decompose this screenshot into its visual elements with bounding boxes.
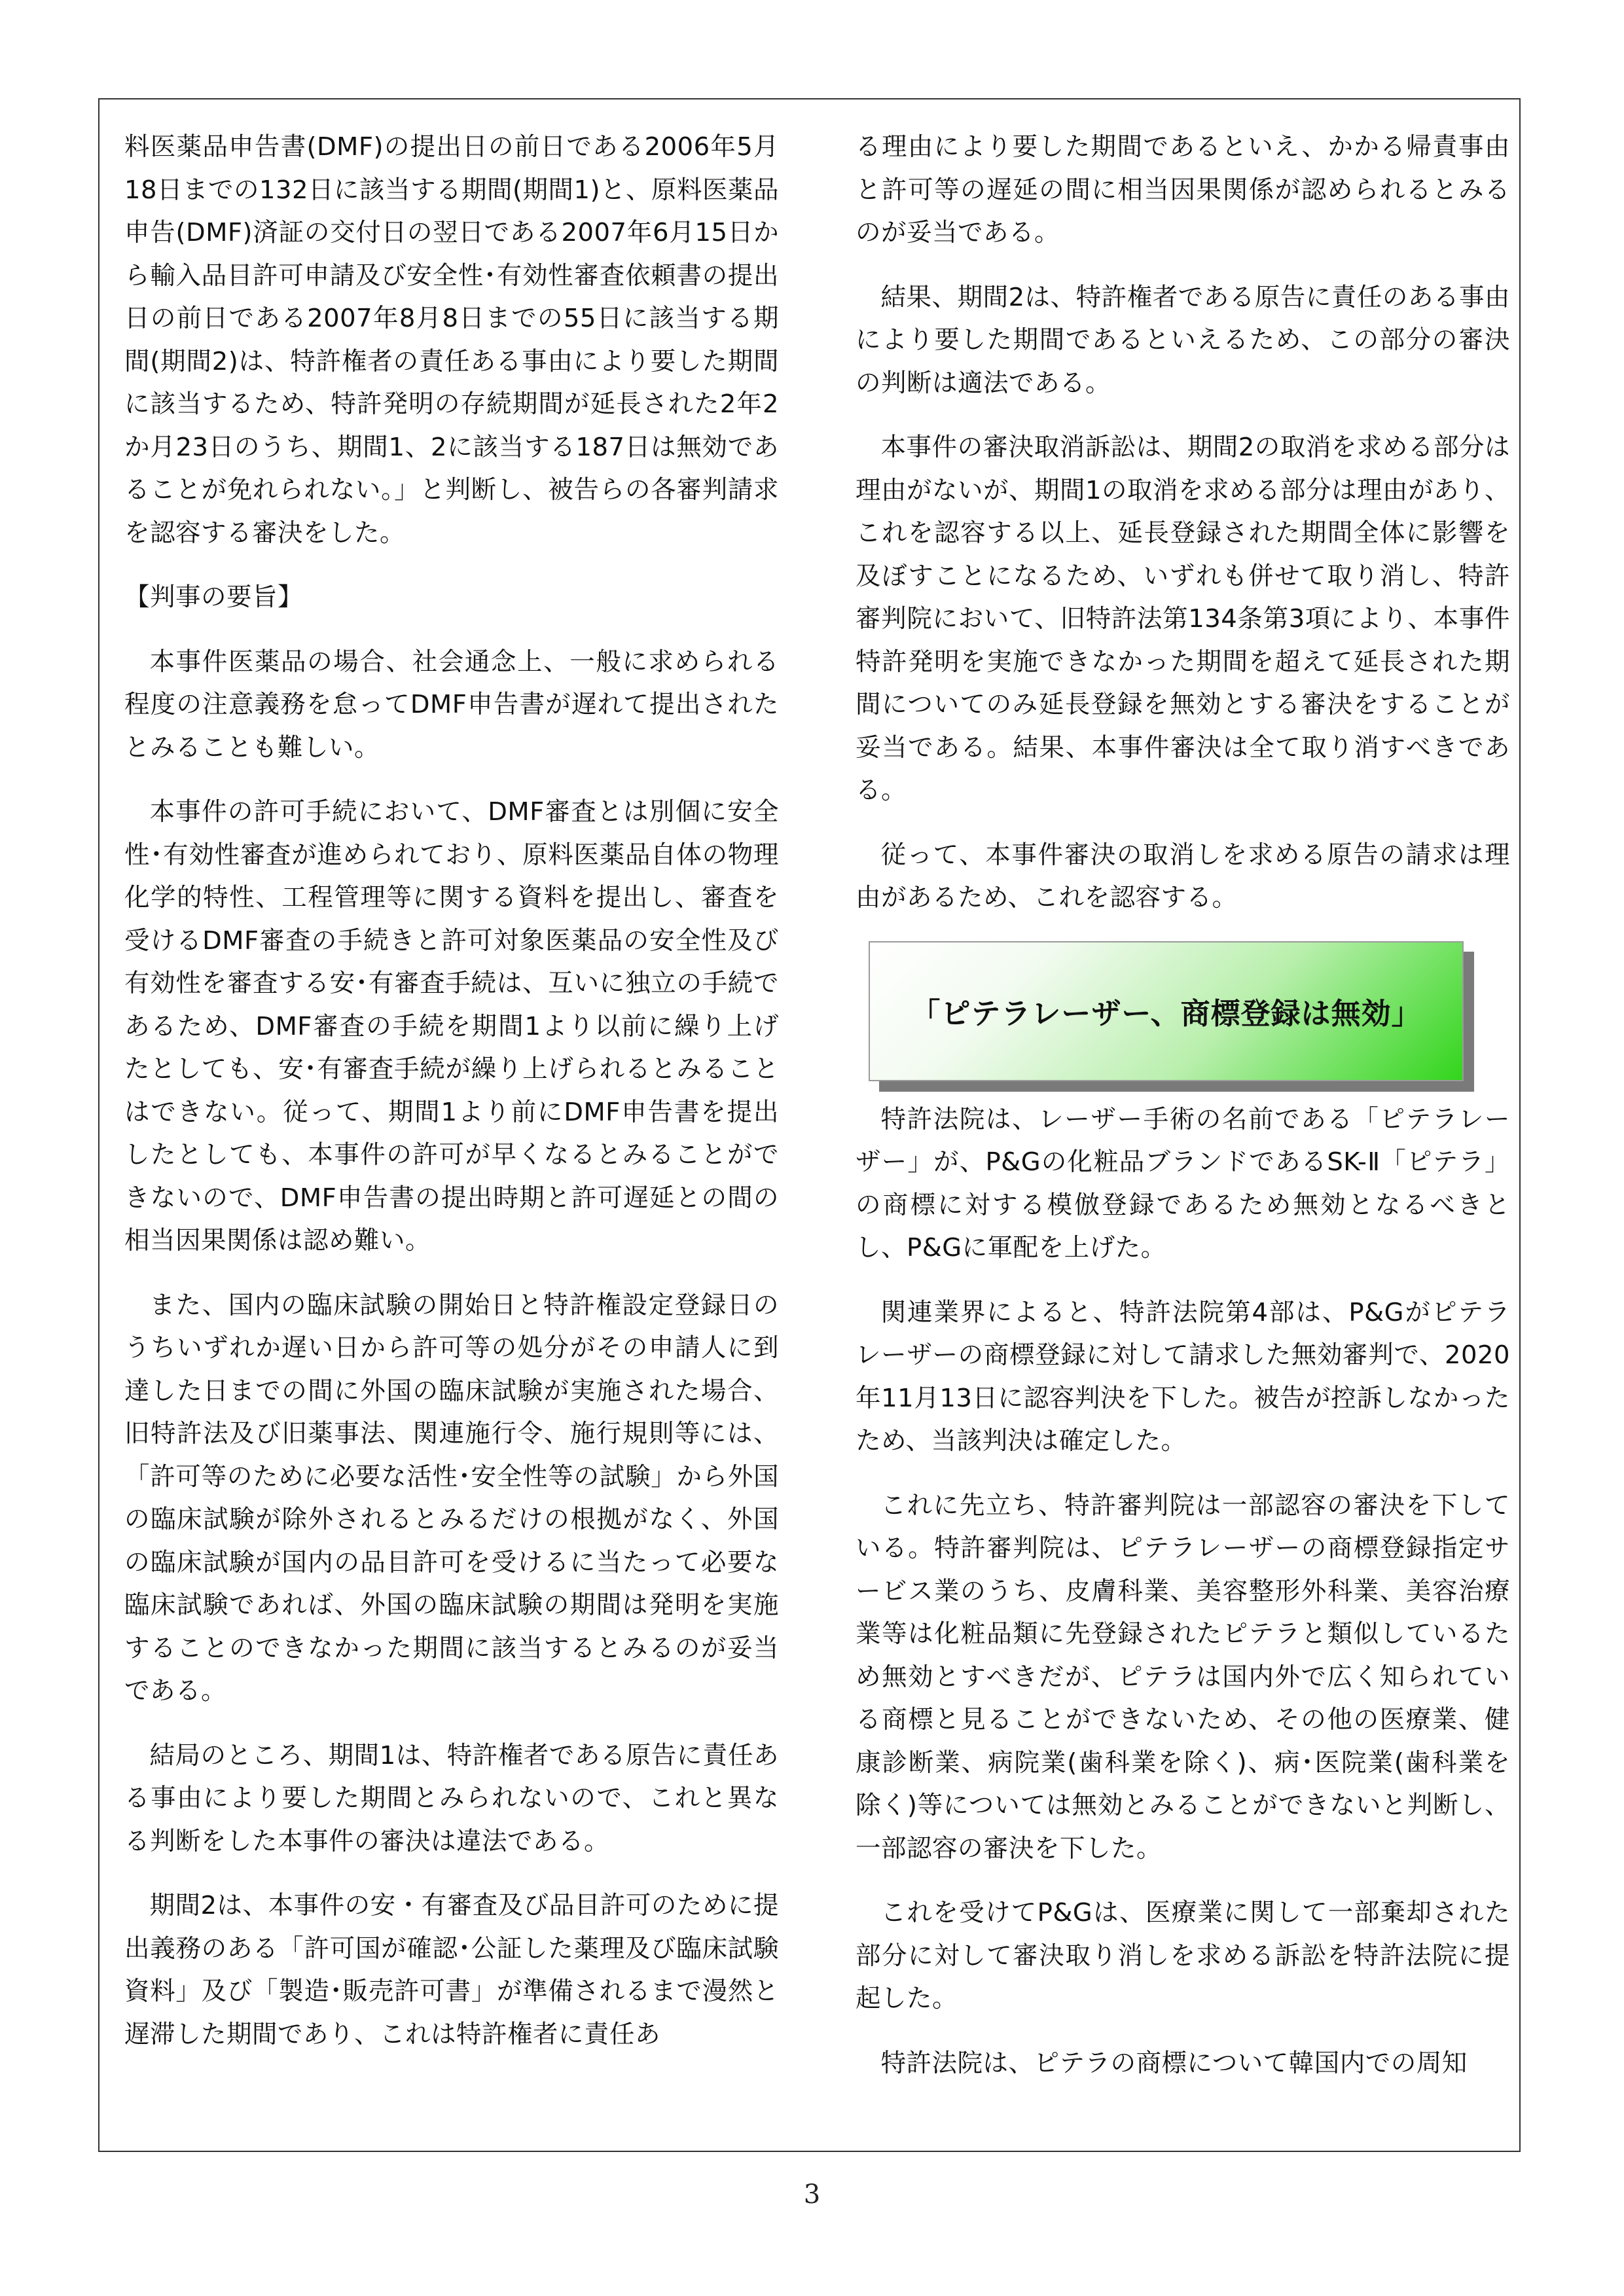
banner-title: 「ピテラレーザー、商標登録は無効」: [911, 996, 1422, 1031]
paragraph: 期間2は、本事件の安・有審査及び品目許可のために提出義務のある「許可国が確認･公証した薬理及び臨床試験資料」及び「製造･販売許可書」が準備されるまで漫然と遅滞した期間であり、これは特許権者に責任あ: [124, 1891, 779, 2049]
paragraph: 結果、期間2は、特許権者である原告に責任のある事由により要した期間であるといえるため、この部分の審決の判断は適法である。: [856, 282, 1510, 398]
paragraph: これを受けてP&Gは、医療業に関して一部棄却された部分に対して審決取り消しを求める訴訟を特許法院に提起した。: [856, 1898, 1510, 2013]
paragraph: また、国内の臨床試験の開始日と特許権設定登録日のうちいずれか遅い日から許可等の処分がその申請人に到達した日までの間に外国の臨床試験が実施された場合、旧特許法及び旧薬事法、関連施行令、施行規則等には、「許可等のために必要な活性･安全性等の試験」から外国の臨床試験が除外されるとみるだけの根拠がなく、外国の臨床試験が国内の品目許可を受けるに当たって必要な臨床試験であれば、外国の臨床試験の期間は発明を実施することのできなかった期間に該当するとみるのが妥当である。: [124, 1290, 779, 1706]
left-column: [124, 126, 779, 2077]
paragraph: る理由により要した期間であるといえ、かかる帰責事由と許可等の遅延の間に相当因果関係が認められるとみるのが妥当である。: [856, 132, 1510, 247]
page-number: 3: [803, 2179, 821, 2210]
paragraph: 本事件の許可手続において、DMF審査とは別個に安全性･有効性審査が進められており、原料医薬品自体の物理化学的特性、工程管理等に関する資料を提出し、審査を受けるDMF審査の手続きと許可対象医薬品の安全性及び有効性を審査する安･有審査手続は、互いに独立の手続であるため、DMF審査の手続を期間1より以前に繰り上げたとしても、安･有審査手続が繰り上げられるとみることはできない。従って、期間1より前にDMF申告書を提出したとしても、本事件の許可が早くなるとみることができないので、DMF申告書の提出時期と許可遅延との間の相当因果関係は認め難い。: [124, 797, 779, 1255]
paragraph: 関連業界によると、特許法院第4部は、P&Gがピテラレーザーの商標登録に対して請求した無効審判で、2020年11月13日に認容判決を下した。被告が控訴しなかったため、当該判決は確定した。: [856, 1297, 1510, 1456]
paragraph: これに先立ち、特許審判院は一部認容の審決を下している。特許審判院は、ピテラレーザーの商標登録指定サービス業のうち、皮膚科業、美容整形外科業、美容治療業等は化粧品類に先登録されたピテラと類似しているため無効とすべきだが、ピテラは国内外で広く知られている商標と見ることができないため、その他の医療業、健康診断業、病院業(歯科業を除く)、病･医院業(歯科業を除く)等については無効とみることができないと判断し、一部認容の審決を下した。: [856, 1490, 1510, 1863]
right-column: [856, 126, 1510, 2106]
paragraph: 特許法院は、ピテラの商標について韓国内での周知: [880, 2048, 1468, 2078]
paragraph: 料医薬品申告書(DMF)の提出日の前日である2006年5月18日までの132日に該当する期間(期間1)と、原料医薬品申告(DMF)済証の交付日の翌日である2007年6月15日から輸入品目許可申請及び安全性･有効性審査依頼書の提出日の前日である2007年8月8日までの55日に該当する期間(期間2)は、特許権者の責任ある事由により要した期間に該当するため、特許発明の存続期間が延長された2年2か月23日のうち、期間1、2に該当する187日は無効であることが免れられない。」と判断し、被告らの各審判請求を認容する審決をした。: [124, 132, 780, 548]
page-frame: [98, 98, 1521, 2152]
article-banner: [869, 941, 1474, 1092]
paragraph: 本事件の審決取消訴訟は、期間2の取消を求める部分は理由がないが、期間1の取消を求める部分は理由があり、これを認容する以上、延長登録された期間全体に影響を及ぼすことになるため、いずれも併せて取り消し、特許審判院において、旧特許法第134条第3項により、本事件特許発明を実施できなかった期間を超えて延長された期間についてのみ延長登録を無効とする審決をすることが妥当である。結果、本事件審決は全て取り消すべきである。: [856, 433, 1510, 805]
paragraph: 従って、本事件審決の取消しを求める原告の請求は理由があるため、これを認容する。: [856, 840, 1510, 912]
section-heading: 【判事の要旨】: [124, 583, 304, 612]
paragraph: 結局のところ、期間1は、特許権者である原告に責任ある事由により要した期間とみられないので、これと異なる判断をした本事件の審決は違法である。: [124, 1740, 779, 1856]
paragraph: 本事件医薬品の場合、社会通念上、一般に求められる程度の注意義務を怠ってDMF申告書が遅れて提出されたとみることも難しい。: [124, 647, 779, 762]
paragraph: 特許法院は、レーザー手術の名前である「ピテラレーザー」が、P&Gの化粧品ブランドであるSK-Ⅱ「ピテラ」の商標に対する模倣登録であるため無効となるべきとし、P&Gに軍配を上げた。: [856, 1104, 1510, 1263]
banner-box: [869, 941, 1464, 1081]
